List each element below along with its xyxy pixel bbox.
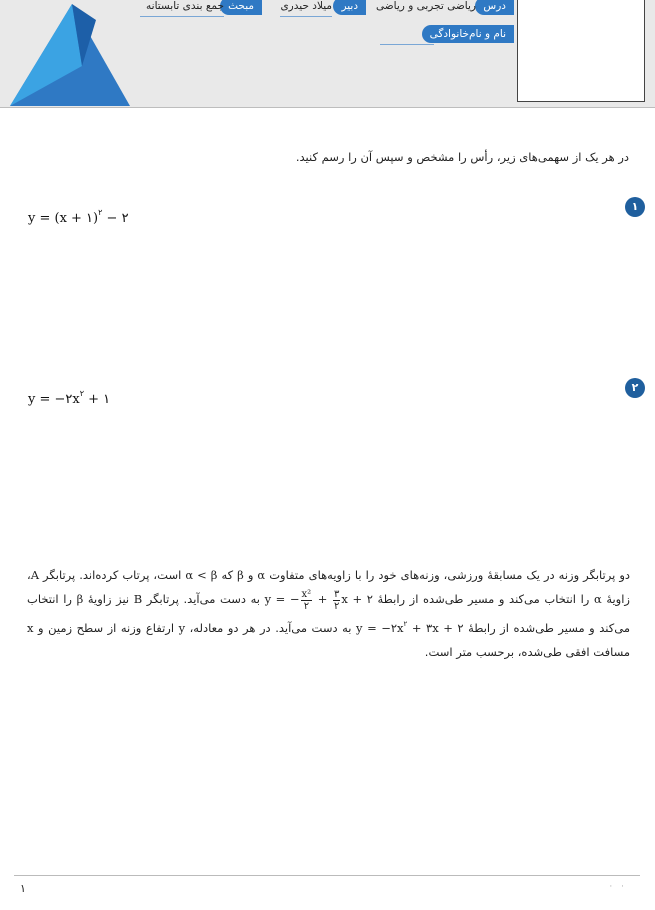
instructions: در هر یک از سهمی‌های زیر، رأس را مشخص و سپس آن را رسم کنید. [295,150,629,164]
photo-box [517,0,645,102]
page-number: ۱ [20,882,26,895]
decorative-triangles [0,0,140,108]
subject-value: ریاضی تجربی و ریاضی [376,0,476,12]
equation-a: y = − $\frac{\text{x²}}{۲}$ + $\frac{۳}{۲}$ x + ۲ [264,588,373,612]
question-number-1: ۱ [625,197,645,217]
subject-label: درس [475,0,514,15]
question-2-equation: $y = -۲x^۲$ + ۱ [28,389,111,407]
footer-dots: · · [609,882,627,892]
question-1-equation: y = (x + ۱)$^۲$ − ۲ [28,208,129,226]
name-label: نام و نام‌خانوادگی [422,25,514,43]
subject-field [376,0,514,15]
word-problem: دو پرتابگر وزنه در یک مسابقهٔ ورزشی، وزنه‌های خود را با زاویه‌های متفاوت α و β که α < β است، پرتاب کرده‌اند. پرتابگر A، زاویهٔ α را انتخاب می‌کند و مسیر طی‌شده از رابطهٔ y = − $\frac{\text{x²}}{۲}$ + $\frac{۳}{۲}$ x + ۲ به دست می‌آید. پرتابگر B نیز زاویهٔ β را انتخاب می‌کند و مسیر طی‌شده از رابطهٔ $y = -۲x^۲$ + ۳x + ۲ به دست می‌آید. در هر دو معادله، y ارتفاع وزنه از سطح زمین و x مسافت افقی طی‌شده، برحسب متر است. [27,568,631,659]
name-field [380,25,514,43]
topic-label: مبحث [220,0,262,15]
footer-divider [14,875,640,876]
topic-value: جمع بندی تابستانه [146,0,224,12]
teacher-label: دبیر [333,0,366,15]
topic-field [140,0,262,15]
equation-b: $y = -۲x^۲$ + ۳x + ۲ [356,619,464,635]
question-number-2: ۲ [625,378,645,398]
teacher-value: میلاد حیدری [280,0,332,12]
teacher-field [280,0,366,15]
